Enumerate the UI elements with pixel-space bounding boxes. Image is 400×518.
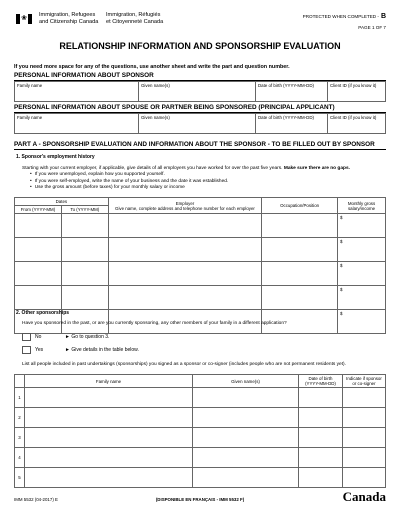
given-name-header: Given name(s) xyxy=(193,375,299,388)
sponsor-given-name-field[interactable]: Given name(s) xyxy=(139,82,256,102)
salary-field[interactable]: $ xyxy=(338,214,386,238)
family-name-header: Family name xyxy=(25,375,193,388)
spouse-family-name-field[interactable]: Family name xyxy=(15,114,139,134)
row-number: 2 xyxy=(15,408,25,428)
salary-field[interactable]: $ xyxy=(338,262,386,286)
sponsor-family-name-field[interactable]: Family name xyxy=(15,82,139,102)
table-row xyxy=(15,262,386,286)
other-sponsorships-heading: 2. Other sponsorships xyxy=(16,310,70,316)
table-row xyxy=(15,428,386,448)
protected-label: PROTECTED WHEN COMPLETED - B xyxy=(302,13,386,20)
table-row xyxy=(15,238,386,262)
row-number: 1 xyxy=(15,388,25,408)
no-instruction: ► Go to question 3. xyxy=(65,334,110,340)
no-checkbox[interactable] xyxy=(22,333,31,341)
yes-instruction: ► Give details in the table below. xyxy=(65,347,139,353)
sponsor-cosigner-header: Indicate if sponsor or co-signer xyxy=(343,375,386,388)
dob-header: Date of birth (YYYY-MM-DD) xyxy=(299,375,343,388)
employer-header: Employer Give name, complete address and telephone number for each employer xyxy=(108,198,261,214)
to-date-header: To (YYYY-MM) xyxy=(61,206,108,214)
past-undertakings-table xyxy=(14,374,386,488)
table-row xyxy=(15,468,386,488)
dates-header: Dates xyxy=(15,198,109,206)
protected-level: B xyxy=(380,13,386,20)
employment-history-heading: 1. Sponsor's employment history xyxy=(16,154,95,160)
yes-checkbox[interactable] xyxy=(22,346,31,354)
page-number: PAGE 1 OF 7 xyxy=(358,25,386,30)
row-number: 4 xyxy=(15,448,25,468)
list-item: • Use the gross amount (before taxes) for your monthly salary or income xyxy=(30,185,382,191)
sponsor-client-id-field[interactable]: Client ID (if you know it) xyxy=(328,82,386,102)
canada-flag-icon: ❀ xyxy=(16,14,32,24)
other-sponsorships-question: Have you sponsored in the past, or are you currently sponsoring, any other members of your family in a different application? xyxy=(22,321,287,326)
page-title: RELATIONSHIP INFORMATION AND SPONSORSHIP EVALUATION xyxy=(59,41,341,51)
spouse-info-table xyxy=(14,113,386,134)
employment-bullets xyxy=(22,172,382,191)
spouse-given-name-field[interactable]: Given name(s) xyxy=(139,114,256,134)
space-note: If you need more space for any of the questions, use another sheet and write the part and question number. xyxy=(14,64,290,70)
no-label: No xyxy=(35,334,42,340)
department-name-en: Immigration, Refugees and Citizenship Canada xyxy=(39,12,99,25)
row-number: 3 xyxy=(15,428,25,448)
sponsor-info-table xyxy=(14,81,386,102)
sponsor-dob-field[interactable]: Date of birth (YYYY-MM-DD) xyxy=(256,82,328,102)
form-id: IMM 5532 (04-2017) E xyxy=(14,497,58,502)
spouse-client-id-field[interactable]: Client ID (if you know it) xyxy=(328,114,386,134)
table-row xyxy=(15,388,386,408)
list-item: • If you were self-employed, write the name of your business and the date it was established. xyxy=(30,179,382,185)
spouse-section-heading: PERSONAL INFORMATION ABOUT SPOUSE OR PARTNER BEING SPONSORED (PRINCIPAL APPLICANT) xyxy=(14,104,386,113)
canada-wordmark: Canada xyxy=(342,489,386,504)
part-a-heading: PART A - SPONSORSHIP EVALUATION AND INFORMATION ABOUT THE SPONSOR - TO BE FILLED OUT BY SPONSOR xyxy=(14,141,386,150)
spouse-dob-field[interactable]: Date of birth (YYYY-MM-DD) xyxy=(256,114,328,134)
salary-field[interactable]: $ xyxy=(338,310,386,334)
salary-header: Monthly gross salary/income xyxy=(338,198,386,214)
salary-field[interactable]: $ xyxy=(338,238,386,262)
table-row xyxy=(15,286,386,310)
table-row xyxy=(15,448,386,468)
employment-table xyxy=(14,197,386,334)
sponsor-section-heading: PERSONAL INFORMATION ABOUT SPONSOR xyxy=(14,72,386,81)
row-number: 5 xyxy=(15,468,25,488)
list-item: • If you were unemployed, explain how you supported yourself. xyxy=(30,172,382,178)
french-availability: (DISPONIBLE EN FRANÇAIS - IMM 5532 F) xyxy=(155,497,245,502)
department-name-fr: Immigration, Réfugiés et Citoyenneté Canada xyxy=(106,12,164,25)
form-header xyxy=(16,10,386,36)
table-row xyxy=(15,214,386,238)
table-row xyxy=(15,408,386,428)
yes-label: Yes xyxy=(35,347,44,353)
from-date-header: From (YYYY-MM) xyxy=(15,206,62,214)
past-undertakings-instructions: List all people included in past undertakings (sponsorships) you signed as a sponsor or co-signer (includes people who are not permanent residents yet). xyxy=(22,362,346,367)
occupation-header: Occupation/Position xyxy=(262,198,338,214)
employment-instructions: Starting with your current employer, if applicable, give details of all employers you have worked for over the past five years. Make sure there are no gaps. • If you were unemployed, explain how you supported yourself. • If you were self-employed, write the name of your business and the date it was established. • Use the gross amount (before taxes) for your monthly salary or income xyxy=(22,166,382,192)
salary-field[interactable]: $ xyxy=(338,286,386,310)
